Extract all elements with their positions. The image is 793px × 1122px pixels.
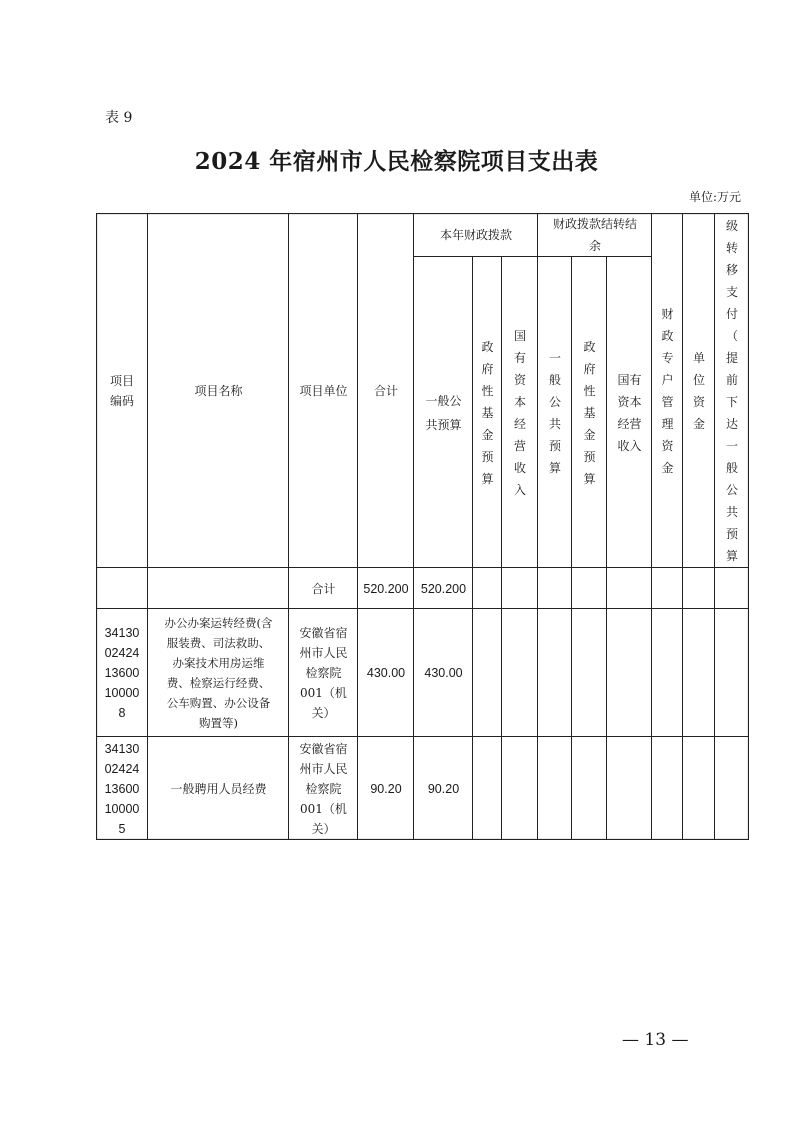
vertical-header-char: （: [725, 328, 738, 343]
vertical-header-char: 预: [481, 449, 494, 464]
vertical-header-char: 金: [692, 416, 705, 431]
row2-total: 90.20: [370, 781, 402, 796]
header-superior-transfer: [715, 213, 749, 568]
vertical-header-char: 下: [725, 394, 738, 409]
page-title: 2024 年宿州市人民检察院项目支出表: [194, 148, 599, 175]
table-label: 表 9: [105, 110, 133, 126]
vertical-header-char: 算: [548, 460, 561, 475]
vertical-header-char: 入: [513, 482, 526, 497]
vertical-header-char: 收: [513, 460, 526, 475]
vertical-header-char: 财: [661, 306, 674, 321]
vertical-header-char: 一: [548, 350, 561, 365]
header-current-year-funds: 本年财政拨款: [439, 228, 512, 242]
vertical-header-char: 府: [481, 361, 494, 376]
vertical-header-char: [726, 567, 738, 569]
row1-code: 34130 02424 13600 10000 8: [104, 626, 140, 720]
vertical-header-char: 公: [725, 482, 738, 497]
header-unit-funds: [683, 213, 715, 568]
expenditure-table: [96, 213, 749, 840]
vertical-header-char: 公: [548, 394, 561, 409]
vertical-header-char: 政: [481, 339, 494, 354]
row1-general: 430.00: [424, 666, 463, 680]
vertical-header-char: 算: [481, 471, 494, 486]
vertical-header-char: 基: [583, 405, 596, 420]
vertical-header-char: 性: [583, 383, 596, 398]
vertical-header-char: 营: [513, 438, 526, 453]
row1-name: 办公办案运转经费(含 服装费、司法救助、 办案技术用房运维 费、检察运行经费、 公车购置、办公设备 购置等): [164, 616, 273, 730]
vertical-header-char: 级: [725, 218, 738, 233]
header-g1-fund-budget: [473, 257, 502, 568]
vertical-header-char: 资: [661, 438, 674, 453]
header-unit: 项目单位: [299, 383, 348, 398]
vertical-header-char: 户: [661, 372, 674, 387]
vertical-header-char: 金: [583, 427, 596, 442]
vertical-header-char: 府: [583, 361, 596, 376]
vertical-header-char: 共: [548, 416, 561, 431]
header-g1-general-budget: 一般公 共预算: [425, 393, 462, 432]
vertical-header-char: 算: [583, 471, 596, 486]
vertical-header-char: 位: [692, 372, 705, 387]
vertical-header-char: 移: [725, 262, 738, 277]
vertical-header-char: 算: [725, 548, 738, 563]
header-g2-fund-budget: [572, 257, 607, 568]
vertical-header-char: 般: [548, 372, 561, 387]
vertical-header-char: 共: [725, 504, 738, 519]
vertical-header-char: 付: [725, 306, 738, 321]
row1-unit: 安徽省宿 州市人民 检察院 001（机 关）: [299, 626, 348, 720]
vertical-header-char: 达: [725, 416, 738, 431]
header-special-account: [652, 213, 683, 568]
page-number: — 13 —: [622, 1030, 689, 1050]
row2-general: 90.20: [427, 781, 460, 796]
vertical-header-char: 单: [692, 350, 705, 365]
vertical-header-char: 支: [725, 284, 738, 299]
vertical-header-char: 预: [725, 526, 738, 541]
row2-unit: 安徽省宿 州市人民 检察院 001（机 关）: [299, 741, 348, 836]
total-row-total: 520.200: [363, 581, 409, 596]
vertical-header-char: 基: [481, 405, 494, 420]
vertical-header-char: 国: [513, 328, 526, 343]
vertical-header-char: 政: [583, 339, 596, 354]
header-name: 项目名称: [194, 383, 243, 398]
header-total: 合计: [373, 383, 398, 398]
vertical-header-char: 性: [481, 383, 494, 398]
vertical-header-char: 般: [725, 460, 738, 475]
vertical-header-char: 政: [661, 328, 674, 343]
total-row-general: 520.200: [420, 581, 467, 596]
header-carryover-funds: 财政拨款结转结 余: [552, 217, 637, 253]
vertical-header-char: 前: [725, 372, 738, 387]
total-row-label: 合计: [311, 581, 336, 596]
row2-name: 一般聘用人员经费: [170, 781, 267, 796]
vertical-header-char: 转: [725, 240, 738, 255]
unit-note: 单位:万元: [688, 190, 741, 204]
header-code: 项目 编码: [109, 373, 134, 408]
vertical-header-char: 一: [725, 438, 738, 453]
vertical-header-char: 专: [661, 350, 674, 365]
vertical-header-char: 管: [661, 394, 674, 409]
header-g2-state-capital: 国有 资本 经营 收入: [617, 372, 642, 453]
vertical-header-char: 金: [481, 427, 494, 442]
header-g1-state-capital: [502, 257, 538, 568]
vertical-header-char: 本: [513, 394, 526, 409]
header-g2-general-budget: [538, 257, 572, 568]
vertical-header-char: 提: [725, 350, 738, 365]
row1-total: 430.00: [366, 666, 406, 680]
vertical-header-char: 预: [548, 438, 561, 453]
vertical-header-char: 资: [513, 372, 526, 387]
vertical-header-char: 理: [661, 416, 674, 431]
vertical-header-char: 金: [661, 460, 674, 475]
vertical-header-char: 资: [692, 394, 705, 409]
vertical-header-char: 有: [513, 350, 526, 365]
vertical-header-char: 经: [513, 416, 526, 431]
row2-code: 34130 02424 13600 10000 5: [104, 741, 140, 836]
vertical-header-char: 预: [583, 449, 596, 464]
